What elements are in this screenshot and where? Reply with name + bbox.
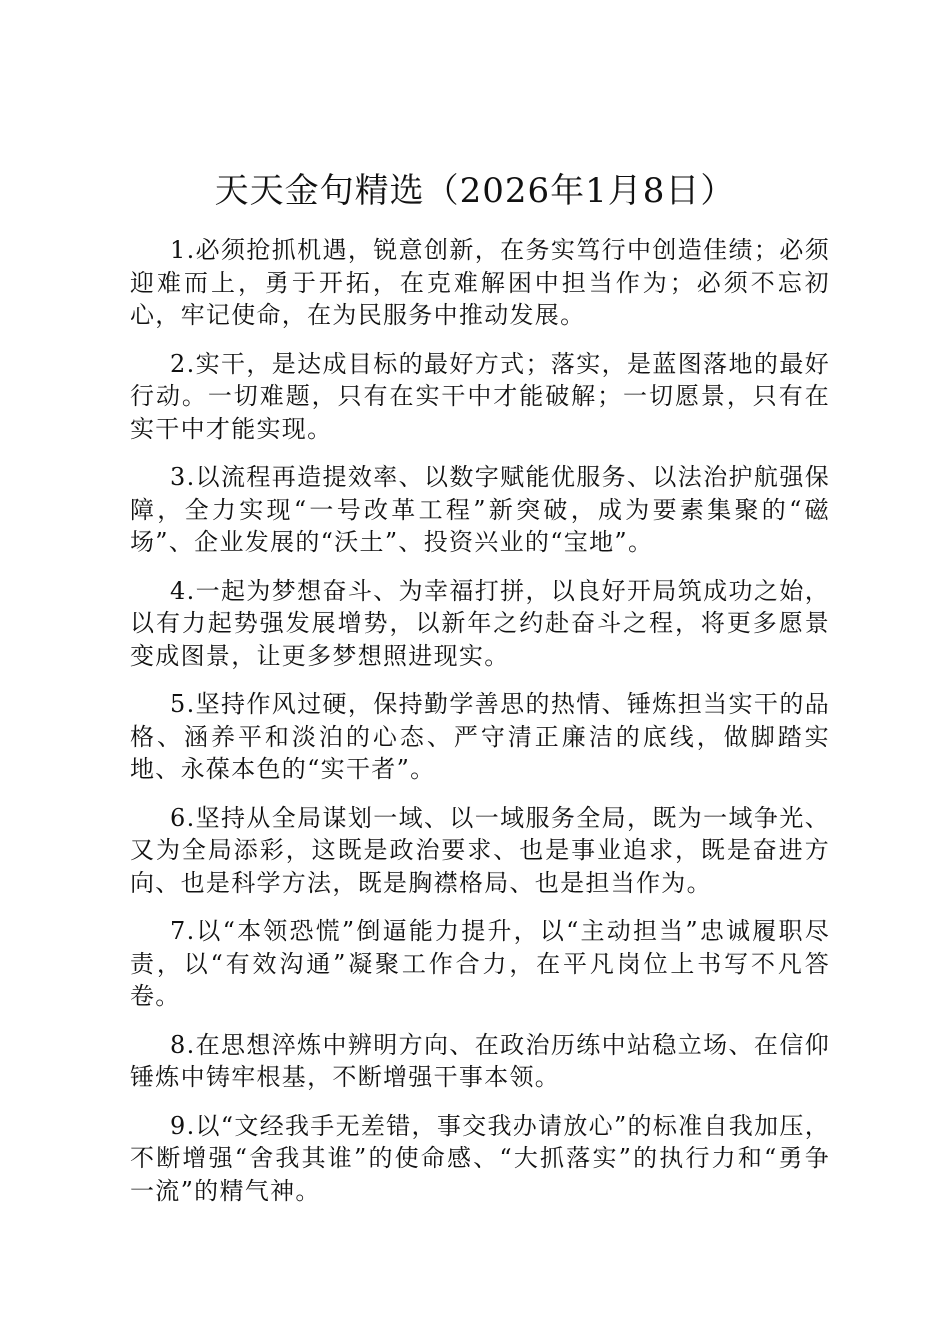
paragraph-2: 2.实干，是达成目标的最好方式；落实，是蓝图落地的最好行动。一切难题，只有在实干中才能破解；一切愿景，只有在实干中才能实现。 (130, 349, 830, 443)
paragraph-9: 9.以“文经我手无差错，事交我办请放心”的标准自我加压，不断增强“舍我其谁”的使命感、“大抓落实”的执行力和“勇争一流”的精气神。 (130, 1111, 830, 1205)
paragraph-8: 8.在思想淬炼中辨明方向、在政治历练中站稳立场、在信仰锤炼中铸牢根基，不断增强干事本领。 (130, 1030, 830, 1091)
paragraph-6: 6.坚持从全局谋划一域、以一域服务全局，既为一域争光、又为全局添彩，这既是政治要求、也是事业追求，既是奋进方向、也是科学方法，既是胸襟格局、也是担当作为。 (130, 803, 830, 897)
paragraph-3: 3.以流程再造提效率、以数字赋能优服务、以法治护航强保障，全力实现“一号改革工程”新突破，成为要素集聚的“磁场”、企业发展的“沃土”、投资兴业的“宝地”。 (130, 463, 830, 556)
document-body (130, 234, 830, 1223)
paragraph-4: 4.一起为梦想奋斗、为幸福打拼，以良好开局筑成功之始，以有力起势强发展增势，以新年之约赴奋斗之程，将更多愿景变成图景，让更多梦想照进现实。 (130, 576, 830, 670)
paragraph-5: 5.坚持作风过硬，保持勤学善思的热情、锤炼担当实干的品格、涵养平和淡泊的心态、严守清正廉洁的底线，做脚踏实地、永葆本色的“实干者”。 (130, 690, 830, 783)
document-title: 天天金句精选（2026年1月8日） (214, 171, 736, 211)
paragraph-1: 1.必须抢抓机遇，锐意创新，在务实笃行中创造佳绩；必须迎难而上，勇于开拓，在克难解困中担当作为；必须不忘初心，牢记使命，在为民服务中推动发展。 (130, 236, 830, 329)
paragraph-7: 7.以“本领恐慌”倒逼能力提升，以“主动担当”忠诚履职尽责，以“有效沟通”凝聚工作合力，在平凡岗位上书写不凡答卷。 (130, 917, 830, 1010)
